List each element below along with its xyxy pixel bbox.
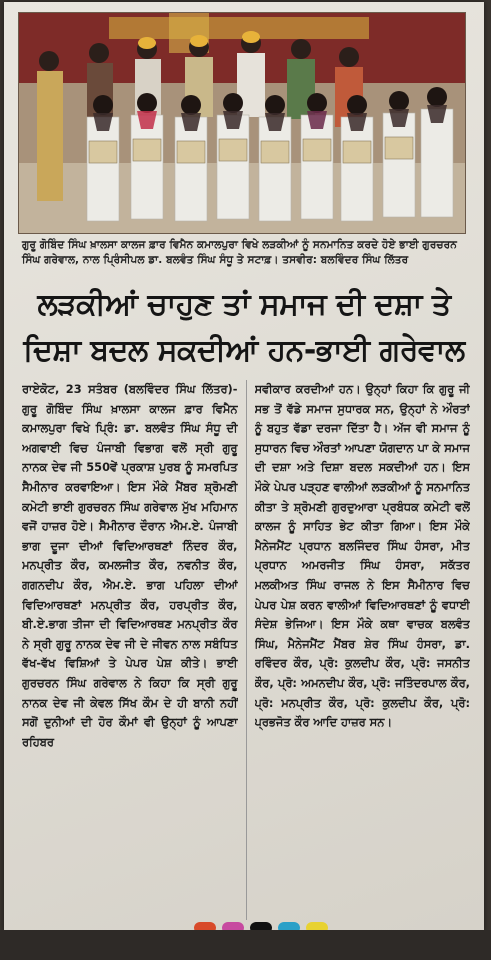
background-surface	[0, 930, 491, 960]
newspaper-clipping	[4, 2, 484, 932]
article-paragraph-1: ਰਾਏਕੋਟ, 23 ਸਤੰਬਰ (ਬਲਵਿੰਦਰ ਸਿੰਘ ਲਿੱਤਰ)-ਗੁਰੂ ਗੋਬਿੰਦ ਸਿੰਘ ਖ਼ਾਲਸਾ ਕਾਲਜ ਫ਼ਾਰ ਵਿਮੈਨ ਕਮਾਲਪੁਰਾ ਵਿਖੇ ਪ੍ਰਿੰ: ਡਾ. ਬਲਵੰਤ ਸਿੰਘ ਸੰਧੂ ਦੀ ਅਗਵਾਈ ਵਿਚ ਪੰਜਾਬੀ ਵਿਭਾਗ ਵਲੋਂ ਸ੍ਰੀ ਗੁਰੂ ਨਾਨਕ ਦੇਵ ਜੀ 550ਵੇਂ ਪ੍ਰਕਾਸ਼ ਪੁਰਬ ਨੂੰ ਸਮਰਪਿਤ ਸੈਮੀਨਾਰ ਕਰਵਾਇਆ। ਇਸ ਮੌਕੇ ਮੈਂਬਰ ਸ਼੍ਰੋਮਣੀ ਕਮੇਟੀ ਭਾਈ ਗੁਰਚਰਨ ਸਿੰਘ ਗਰੇਵਾਲ ਮੁੱਖ ਮਹਿਮਾਨ ਵਜੋਂ ਹਾਜ਼ਰ ਹੋਏ। ਸੈਮੀਨਾਰ ਦੌਰਾਨ ਐਮ.ਏ. ਪੰਜਾਬੀ ਭਾਗ ਦੂਜਾ ਦੀਆਂ ਵਿਦਿਆਰਥਣਾਂ ਨਿੰਦਰ ਕੌਰ, ਮਨਪ੍ਰੀਤ ਕੌਰ, ਕਮਲਜੀਤ ਕੌਰ, ਨਵਨੀਤ ਕੌਰ, ਗਗਨਦੀਪ ਕੌਰ, ਐਮ.ਏ. ਭਾਗ ਪਹਿਲਾ ਦੀਆਂ ਵਿਦਿਆਰਥਣਾਂ ਮਨਪ੍ਰੀਤ ਕੌਰ, ਹਰਪ੍ਰੀਤ ਕੌਰ, ਬੀ.ਏ.ਭਾਗ ਤੀਜਾ ਦੀ ਵਿਦਿਆਰਥਣ ਮਨਪ੍ਰੀਤ ਕੌਰ ਨੇ ਸ੍ਰੀ ਗੁਰੂ ਨਾਨਕ ਦੇਵ ਜੀ ਦੇ ਜੀਵਨ ਨਾਲ ਸਬੰਧਿਤ ਵੱਖ-ਵੱਖ ਵਿਸ਼ਿਆਂ ਤੇ ਪੇਪਰ ਪੇਸ਼ ਕੀਤੇ। ਭਾਈ ਗੁਰਚਰਨ ਸਿੰਘ ਗਰੇਵਾਲ ਨੇ ਕਿਹਾ ਕਿ ਸ੍ਰੀ ਗੁਰੂ ਨਾਨਕ ਦੇਵ ਜੀ ਕੇਵਲ ਸਿੱਖ ਕੌਮ ਦੇ ਹੀ ਬਾਨੀ ਨਹੀਂ ਸਗੋਂ ਦੁਨੀਆਂ ਦੀ ਹੋਰ ਕੌਮਾਂ ਵੀ ਉਨ੍ਹਾਂ ਨੂੰ ਆਪਣਾ ਰਹਿਬਰ	[22, 382, 238, 749]
headline-line-2: ਦਿਸ਼ਾ ਬਦਲ ਸਕਦੀਆਂ ਹਨ-ਭਾਈ ਗਰੇਵਾਲ	[23, 333, 465, 368]
news-photo	[18, 12, 466, 234]
column-divider	[246, 380, 247, 920]
group-photo-illustration	[19, 13, 465, 233]
article-column-2	[255, 380, 471, 920]
article-paragraph-2: ਸਵੀਕਾਰ ਕਰਦੀਆਂ ਹਨ। ਉਨ੍ਹਾਂ ਕਿਹਾ ਕਿ ਗੁਰੂ ਜੀ ਸਭ ਤੋਂ ਵੱਡੇ ਸਮਾਜ ਸੁਧਾਰਕ ਸਨ, ਉਨ੍ਹਾਂ ਨੇ ਔਰਤਾਂ ਨੂੰ ਬਹੁਤ ਵੱਡਾ ਦਰਜਾ ਦਿੱਤਾ ਹੈ। ਅੱਜ ਵੀ ਸਮਾਜ ਨੂੰ ਸੁਧਾਰਨ ਵਿਚ ਔਰਤਾਂ ਆਪਣਾ ਯੋਗਦਾਨ ਪਾ ਕੇ ਸਮਾਜ ਦੀ ਦਸ਼ਾ ਅਤੇ ਦਿਸ਼ਾ ਬਦਲ ਸਕਦੀਆਂ ਹਨ। ਇਸ ਮੌਕੇ ਪੇਪਰ ਪੜ੍ਹਣ ਵਾਲੀਆਂ ਲੜਕੀਆਂ ਨੂੰ ਸਨਮਾਨਿਤ ਕੀਤਾ ਤੇ ਸ਼੍ਰੋਮਣੀ ਗੁਰਦੁਆਰਾ ਪ੍ਰਬੰਧਕ ਕਮੇਟੀ ਵਲੋਂ ਕਾਲਜ ਨੂੰ ਸਾਹਿਤ ਭੇਟ ਕੀਤਾ ਗਿਆ। ਇਸ ਮੌਕੇ ਮੈਨੇਜਮੈਂਟ ਪ੍ਰਧਾਨ ਬਲਜਿੰਦਰ ਸਿੰਘ ਹੰਸਰਾ, ਮੀਤ ਪ੍ਰਧਾਨ ਅਮਰਜੀਤ ਸਿੰਘ ਹੰਸਰਾ, ਸਕੱਤਰ ਮਲਕੀਅਤ ਸਿੰਘ ਰਾਜਲ ਨੇ ਇਸ ਸੈਮੀਨਾਰ ਵਿਚ ਪੇਪਰ ਪੇਸ਼ ਕਰਨ ਵਾਲੀਆਂ ਵਿਦਿਆਰਥਣਾਂ ਨੂੰ ਵਧਾਈ ਸੰਦੇਸ਼ ਭੇਜਿਆ। ਇਸ ਮੌਕੇ ਕਥਾ ਵਾਚਕ ਬਲਵੰਤ ਸਿੰਘ, ਮੈਨੇਜਮੈਂਟ ਮੈਂਬਰ ਸ਼ੇਰ ਸਿੰਘ ਹੰਸਰਾ, ਡਾ. ਰਵਿੰਦਰ ਕੌਰ, ਪ੍ਰੋ: ਕੁਲਦੀਪ ਕੌਰ, ਪ੍ਰੋ: ਜਸਨੀਤ ਕੌਰ, ਪ੍ਰੋ: ਅਮਨਦੀਪ ਕੌਰ, ਪ੍ਰੋ: ਜਤਿੰਦਰਪਾਲ ਕੌਰ, ਪ੍ਰੋ: ਮਨਪ੍ਰੀਤ ਕੌਰ, ਪ੍ਰੋ: ਕੁਲਦੀਪ ਕੌਰ, ਪ੍ਰੋ: ਪ੍ਰਭਜੋਤ ਕੌਰ ਆਦਿ ਹਾਜ਼ਰ ਸਨ।	[254, 382, 470, 730]
article-column-1	[22, 380, 238, 920]
photo-caption: ਗੁਰੂ ਗੋਬਿੰਦ ਸਿੰਘ ਖ਼ਾਲਸਾ ਕਾਲਜ ਫ਼ਾਰ ਵਿਮੈਨ ਕਮਾਲਪੁਰਾ ਵਿਖੇ ਲੜਕੀਆਂ ਨੂੰ ਸਨਮਾਨਿਤ ਕਰਦੇ ਹੋਏ ਭਾਈ ਗੁਰਚਰਨ ਸਿੰਘ ਗਰੇਵਾਲ, ਨਾਲ ਪ੍ਰਿੰਸੀਪਲ ਡਾ. ਬਲਵੰਤ ਸਿੰਘ ਸੰਧੂ ਤੇ ਸਟਾਫ਼। ਤਸਵੀਰ: ਬਲਵਿੰਦਰ ਸਿੰਘ ਲਿੱਤਰ	[22, 239, 457, 266]
article-body	[22, 380, 470, 920]
headline-line-1: ਲੜਕੀਆਂ ਚਾਹੁਣ ਤਾਂ ਸਮਾਜ ਦੀ ਦਸ਼ਾ ਤੇ	[37, 287, 451, 322]
headline	[18, 282, 470, 374]
